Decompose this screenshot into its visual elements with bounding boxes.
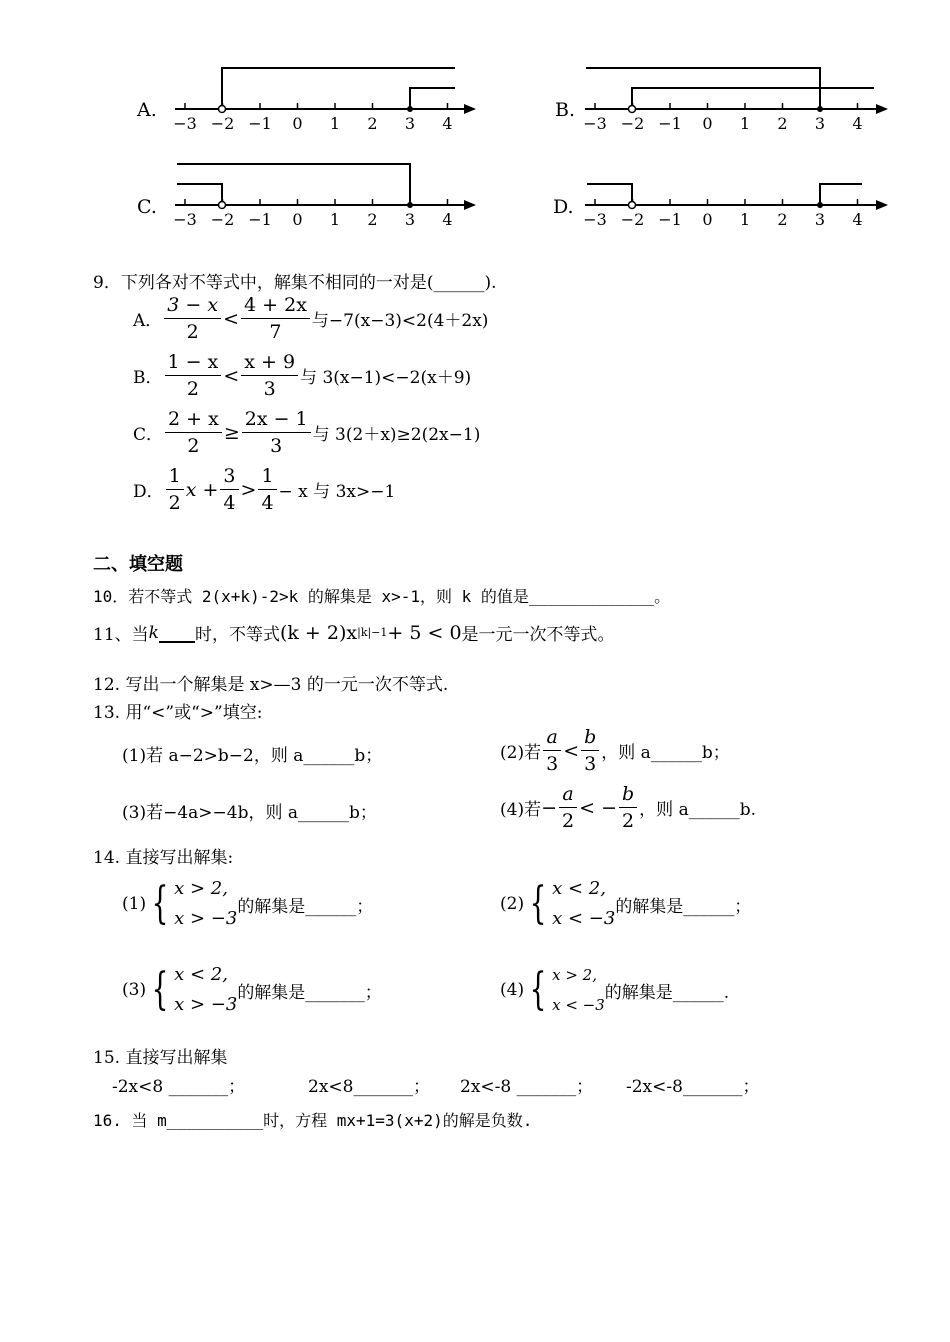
label: (4) (500, 980, 525, 1000)
closed-dot (817, 106, 823, 112)
number-line-b (555, 68, 886, 133)
fraction-denominator: 2 (168, 492, 181, 514)
q11-rest: + 5 < 0 (387, 621, 462, 644)
label: (2)若 (500, 743, 542, 763)
q9-number: 9． (93, 273, 121, 293)
number-line-c (137, 164, 474, 229)
fraction-numerator: 3 (220, 463, 238, 490)
tail: ，则 a______b； (601, 743, 730, 763)
operator: < (563, 739, 580, 762)
q13-stem: 13. 用“<”或“>”填空: (93, 703, 263, 723)
system-line: x > −3 (174, 994, 238, 1015)
open-dot (219, 202, 226, 209)
fraction-numerator: a (543, 724, 560, 751)
brace-icon: { (151, 878, 169, 929)
number-line-a (136, 68, 474, 133)
tick-label: 0 (702, 210, 713, 229)
q11-exponent: |k|−1 (357, 626, 388, 639)
q11-pre: 11、当 (93, 625, 149, 645)
option-tail: 与 3(x−1)<−2(x＋9) (300, 368, 472, 388)
q11-mid: 时，不等式 (194, 625, 280, 645)
q14-system-1 (122, 874, 373, 934)
tick-label: −2 (210, 114, 235, 133)
tail: 的解集是_______； (237, 982, 382, 1003)
option-tail: 与 3(2＋x)≥2(2x−1) (312, 425, 481, 445)
q9-stem (93, 268, 497, 293)
tick-label: −3 (583, 210, 607, 229)
fraction-denominator: 3 (263, 378, 276, 400)
tick-label: 4 (442, 114, 453, 133)
q16-text: 16. 当 m__________时，方程 mx+1=3(x+2)的解是负数. (93, 1111, 533, 1130)
ray-less-than-neg2 (177, 184, 222, 205)
q14-stem: 14. 直接写出解集: (93, 848, 234, 868)
tick-label: 1 (739, 114, 751, 133)
tick-label: 1 (329, 210, 341, 229)
tick-label: −1 (248, 114, 272, 133)
brace-icon: { (529, 964, 547, 1015)
operator: − (541, 796, 558, 819)
option-tail: 与−7(x−3)<2(4＋2x) (311, 311, 489, 331)
q14-system-4 (500, 960, 729, 1020)
operator: < (223, 307, 240, 330)
fraction-denominator: 2 (562, 810, 575, 832)
tick-label: −2 (210, 210, 235, 229)
number-line-figures (0, 0, 950, 250)
fraction-numerator: b (581, 724, 599, 751)
tick-label: 0 (292, 114, 303, 133)
system-line: x > 2, (174, 878, 228, 899)
q11-post: 是一元一次不等式。 (461, 625, 615, 645)
tick-label: 1 (739, 210, 751, 229)
q11 (93, 620, 615, 645)
fraction-numerator: 2 + x (165, 406, 222, 433)
tick-label: −1 (658, 114, 682, 133)
q14-system-2 (500, 874, 751, 934)
tick-label: −1 (658, 210, 682, 229)
system-line: x < −3 (552, 908, 616, 929)
system-line: x < −3 (552, 996, 605, 1014)
ray-less-than-neg2 (587, 184, 632, 205)
q15-item-1: -2x<8 _______； (112, 1077, 246, 1097)
fraction-numerator: x + 9 (241, 349, 298, 376)
fraction-denominator: 3 (584, 753, 597, 775)
fraction-denominator: 3 (270, 435, 283, 457)
q13-part2 (500, 724, 730, 777)
tick-label: 3 (814, 210, 826, 229)
closed-dot (817, 202, 823, 208)
operator: > (240, 478, 257, 501)
brace-icon: { (529, 878, 547, 929)
tail: 的解集是______； (615, 896, 752, 917)
tick-label: 0 (702, 114, 713, 133)
operator: < − (579, 796, 617, 819)
label: (4)若 (500, 800, 542, 820)
ray-greater-than-neg2 (632, 88, 874, 109)
tick-label: −1 (248, 210, 272, 229)
tick-label: 2 (777, 210, 788, 229)
option-d-label: D. (553, 196, 574, 218)
tick-label: 4 (852, 114, 863, 133)
tick-label: 2 (367, 210, 378, 229)
fraction-numerator: b (619, 781, 637, 808)
option-c-label: C. (137, 196, 157, 218)
number-line-d (553, 184, 886, 229)
fraction-denominator: 4 (223, 492, 236, 514)
term: x + (185, 478, 219, 501)
q10-text: 10．若不等式 2(x+k)-2>k 的解集是 x>-1，则 k 的值是_____________。 (93, 587, 671, 606)
fraction-numerator: a (559, 781, 576, 808)
tail: 的解集是______. (604, 982, 730, 1003)
fraction-denominator: 2 (186, 378, 199, 400)
label: (3) (122, 980, 147, 1000)
fraction-numerator: 3 − x (164, 292, 221, 319)
brace-icon: { (151, 964, 169, 1015)
q9-option-b[interactable] (133, 349, 471, 402)
fraction-numerator: 1 (166, 463, 184, 490)
ray-greater-than-3 (820, 184, 862, 205)
tick-label: 2 (777, 114, 788, 133)
open-dot (629, 202, 636, 209)
fraction-numerator: 2x − 1 (242, 406, 311, 433)
fraction-denominator: 7 (269, 321, 282, 343)
operator: < (223, 364, 240, 387)
q15-item-3: 2x<-8 _______； (460, 1077, 594, 1097)
q9-text: 下列各对不等式中，解集不相同的一对是(______). (120, 273, 497, 293)
q9-option-a[interactable] (133, 292, 488, 345)
fraction-denominator: 3 (546, 753, 559, 775)
closed-dot (407, 106, 413, 112)
q15-item-2: 2x<8_______； (308, 1077, 430, 1097)
fraction-numerator: 4 + 2x (241, 292, 310, 319)
fraction-denominator: 2 (622, 810, 635, 832)
tick-label: −2 (620, 210, 645, 229)
open-dot (219, 106, 226, 113)
system-line: x > 2, (552, 966, 597, 984)
fraction-numerator: 1 (258, 463, 276, 490)
open-dot (629, 106, 636, 113)
q14-system-3 (122, 960, 382, 1020)
q15-item-4: -2x<-8_______； (626, 1077, 760, 1097)
tick-label: 3 (404, 114, 416, 133)
fraction-denominator: 4 (261, 492, 274, 514)
option-label: A． (133, 311, 163, 331)
closed-dot (407, 202, 413, 208)
tail: ，则 a______b. (639, 800, 756, 820)
option-tail: − x 与 3x>−1 (278, 482, 396, 502)
q15-stem: 15. 直接写出解集 (93, 1048, 228, 1068)
section-heading: 二、填空题 (93, 554, 183, 575)
tick-label: −3 (583, 114, 607, 133)
option-label: B． (133, 368, 163, 388)
q12-text: 12. 写出一个解集是 x>—3 的一元一次不等式. (93, 675, 449, 695)
q13-part4 (500, 781, 756, 834)
q13-part1: (1)若 a−2>b−2，则 a______b； (122, 746, 383, 766)
fraction-numerator: 1 − x (165, 349, 222, 376)
system-line: x < 2, (174, 964, 228, 985)
q9-option-c[interactable] (133, 406, 480, 459)
q13-part3: (3)若−4a>−4b，则 a______b； (122, 803, 377, 823)
fraction-denominator: 2 (186, 321, 199, 343)
system-line: x > −3 (174, 908, 238, 929)
tick-label: 4 (442, 210, 453, 229)
tick-label: 1 (329, 114, 341, 133)
tick-label: 0 (292, 210, 303, 229)
option-b-label: B. (555, 99, 576, 121)
tick-label: 2 (367, 114, 378, 133)
label: (1) (122, 894, 147, 914)
tick-label: −3 (173, 210, 197, 229)
tick-label: −3 (173, 114, 197, 133)
option-label: D． (133, 482, 164, 502)
q11-k: k (148, 622, 159, 643)
tail: 的解集是______； (237, 896, 374, 917)
tick-label: 4 (852, 210, 863, 229)
q11-blank[interactable] (159, 623, 195, 643)
system-line: x < 2, (552, 878, 606, 899)
fraction-denominator: 2 (187, 435, 200, 457)
label: (2) (500, 894, 525, 914)
tick-label: −2 (620, 114, 645, 133)
operator: ≥ (223, 421, 240, 444)
q9-option-d[interactable] (133, 463, 395, 516)
tick-label: 3 (814, 114, 826, 133)
option-label: C． (133, 425, 164, 445)
q11-expr: (k + 2)x (279, 621, 358, 644)
option-a-label: A. (137, 99, 157, 121)
tick-label: 3 (404, 210, 416, 229)
